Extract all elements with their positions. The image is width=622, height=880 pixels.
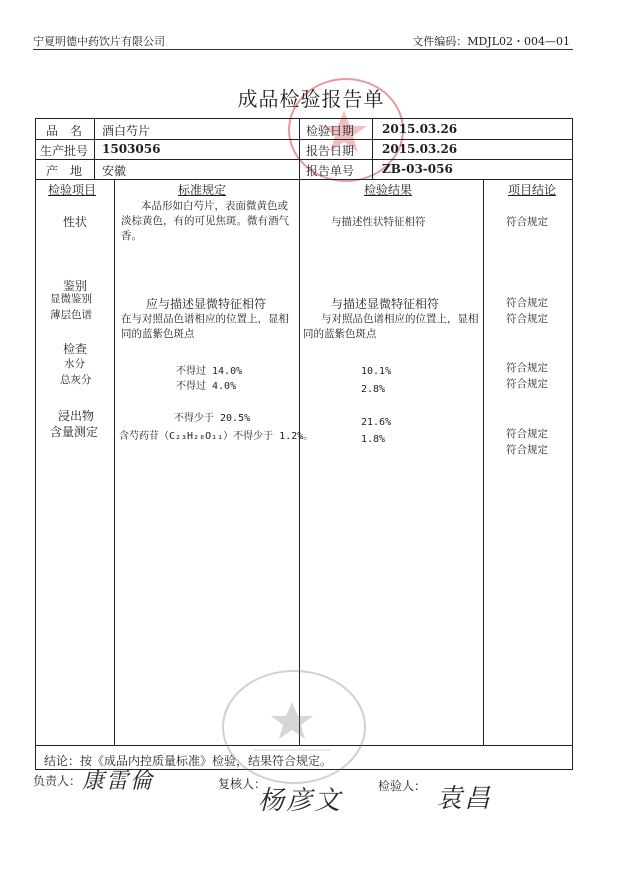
res-ident-tlc: 与对照品色谱相应的位置上，显相同的蓝紫色斑点 [303, 313, 479, 340]
report-number: ZB-03-056 [382, 162, 453, 176]
reviewer-signature: 杨彦文 [258, 786, 343, 816]
std-check-ash: 不得过 4.0% [176, 381, 237, 392]
final-conclusion: 结论：按《成品内控质量标准》检验，结果符合规定。 [44, 754, 333, 768]
product-label: 品 名 [46, 124, 83, 138]
origin-label: 产 地 [46, 164, 83, 178]
con-check-ash: 符合规定 [506, 378, 548, 390]
batch-label: 生产批号 [40, 144, 89, 158]
product-name: 酒白芍片 [102, 124, 151, 138]
res-extract: 21.6% [361, 417, 392, 428]
item-ident-tlc: 薄层色谱 [50, 309, 92, 321]
res-check-moisture: 10.1% [361, 366, 392, 377]
con-trait: 符合规定 [506, 216, 548, 228]
col-item: 检验项目 [48, 183, 97, 197]
inspect-date: 2015.03.26 [382, 122, 458, 136]
item-extract: 浸出物 [58, 409, 95, 423]
item-check-moisture: 水分 [64, 358, 85, 370]
manager-signature: 康雷倫 [82, 769, 155, 794]
inspect-date-label: 检验日期 [306, 124, 355, 138]
company-name: 宁夏明德中药饮片有限公司 [33, 35, 165, 48]
origin: 安徽 [102, 164, 127, 178]
seal-star-icon [224, 672, 360, 778]
inspector-signature: 袁昌 [436, 784, 493, 814]
con-ident-micro: 符合规定 [506, 297, 548, 309]
item-check-ash: 总灰分 [60, 374, 92, 386]
res-assay: 1.8% [361, 434, 386, 445]
inspector-label: 检验人： [378, 779, 427, 793]
qc-seal [222, 670, 366, 784]
con-assay: 符合规定 [506, 444, 548, 456]
std-ident-tlc: 在与对照品色谱相应的位置上，显相同的蓝紫色斑点 [121, 313, 289, 340]
col-conclusion: 项目结论 [508, 183, 557, 197]
std-ident-micro: 应与描述显微特征相符 [146, 297, 267, 311]
con-check-moisture: 符合规定 [506, 362, 548, 374]
item-assay: 含量测定 [50, 425, 99, 439]
report-date: 2015.03.26 [382, 142, 458, 156]
std-trait: 本品形如白芍片，表面微黄色或淡棕黄色，有的可见焦斑。微有酒气香。 [121, 200, 289, 242]
item-ident: 鉴别 [63, 279, 88, 293]
file-number: 文件编码：MDJL02・004—01 [412, 35, 570, 48]
res-check-ash: 2.8% [361, 384, 386, 395]
item-trait: 性状 [63, 215, 88, 229]
res-trait: 与描述性状特征相符 [331, 216, 426, 228]
report-no-label: 报告单号 [306, 164, 355, 178]
std-extract: 不得少于 20.5% [174, 413, 251, 424]
header-divider [33, 49, 573, 50]
std-assay: 含芍药苷（C₂₃H₂₈O₁₁）不得少于 1.2%。 [119, 431, 314, 442]
con-extract: 符合规定 [506, 428, 548, 440]
col-standard: 标准规定 [178, 183, 227, 197]
res-ident-micro: 与描述显微特征相符 [331, 297, 440, 311]
item-check: 检查 [63, 342, 88, 356]
col-result: 检验结果 [364, 183, 413, 197]
batch-number: 1503056 [102, 142, 161, 156]
report-title: 成品检验报告单 [237, 87, 385, 111]
reviewer-label: 复核人： [218, 777, 267, 791]
manager-label: 负责人： [33, 774, 82, 788]
report-date-label: 报告日期 [306, 144, 355, 158]
con-ident-tlc: 符合规定 [506, 313, 548, 325]
item-ident-micro: 显微鉴别 [50, 293, 92, 305]
std-check-moisture: 不得过 14.0% [176, 366, 243, 377]
